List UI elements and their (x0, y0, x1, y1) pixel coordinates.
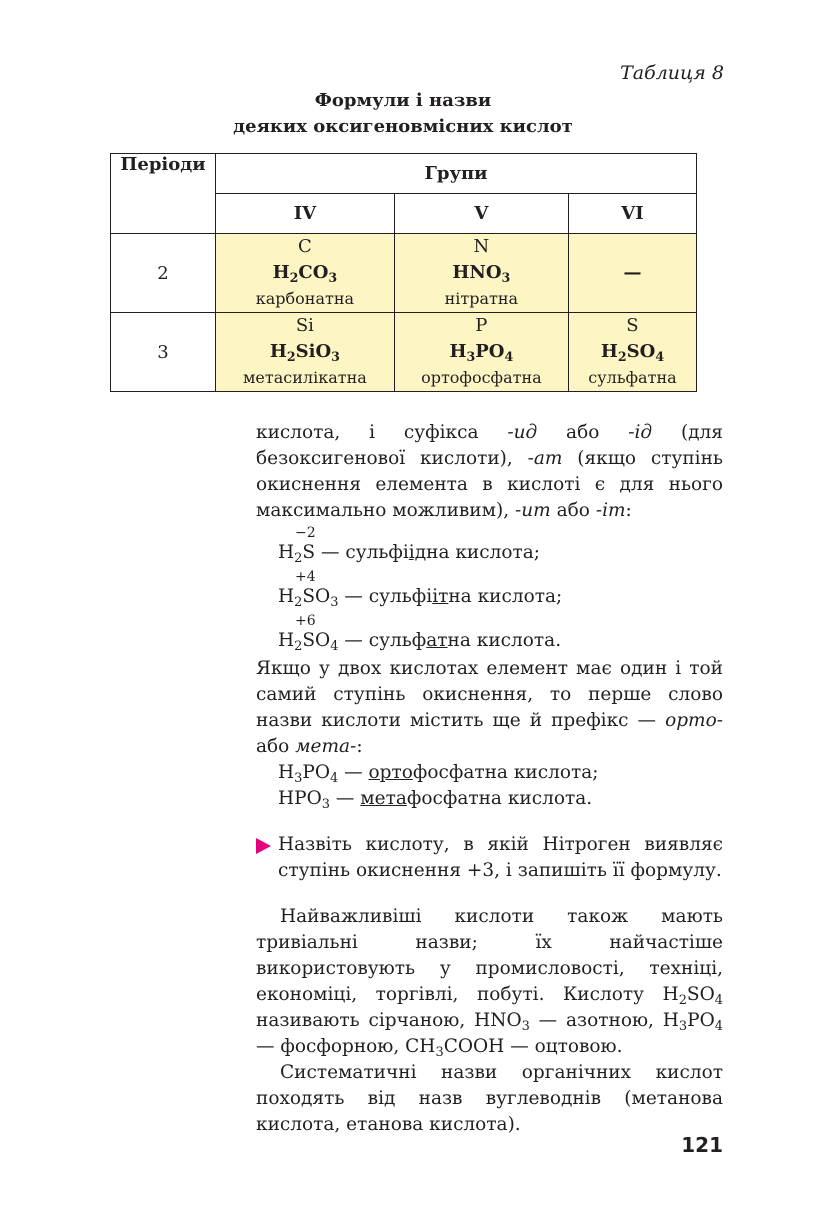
oxidation-state: +6 (295, 613, 316, 629)
element-symbol: C (298, 236, 312, 257)
example-h2so3 (278, 568, 723, 612)
text-run: називають сірчаною, (256, 1010, 475, 1031)
suffix-it: -іт (595, 500, 626, 521)
prefix-orto: орто- (665, 710, 723, 731)
text-run: — фосфорною, (256, 1036, 406, 1057)
acid-cell (394, 313, 568, 392)
oxidation-state: +4 (295, 569, 316, 585)
text-run: фосфатна кислота; (412, 762, 599, 783)
text-run: сульфі (345, 542, 409, 563)
acid-name: нітратна (444, 289, 519, 308)
acid-cell (216, 313, 395, 392)
acid-name: карбонатна (255, 289, 355, 308)
text-run: сульфі (368, 586, 433, 607)
acid-cell (568, 313, 696, 392)
acid-cell (394, 234, 568, 313)
dash: — (329, 788, 361, 809)
dash: — (338, 630, 369, 651)
text-run: (для безоксигенової кислоти), (256, 422, 723, 469)
text-run: або (537, 422, 629, 443)
header-groups: Групи (216, 154, 697, 194)
acid-name: ортофосфатна (421, 368, 542, 387)
text-run: Якщо у двох кислотах елемент має один і той самий ступінь окиснення, то перше слово назви кислоти містить ще й префікс — (256, 658, 723, 731)
acid-formula: $H_2SO_4$ (600, 341, 665, 364)
header-group-v: V (394, 194, 568, 234)
text-run: : (625, 500, 632, 521)
acids-table (110, 153, 697, 392)
suffix-id: -ид (507, 422, 538, 443)
oxidation-state: −2 (295, 525, 316, 541)
suffix-yt: -ит (515, 500, 551, 521)
text-run: : (356, 736, 363, 757)
underlined-suffix: іт (432, 586, 449, 607)
acid-cell (216, 234, 395, 313)
text-run: Найважливіші кислоти також мають тривіальні назви; їх найчастіше використовують у промисловості, техніці, економіці, торгівлі, побуті. Кислоту (256, 906, 723, 1005)
caption-line-2: деяких оксигеновмісних кислот (233, 116, 573, 137)
example-h3po4: $H_3PO_4$ — ортофосфатна кислота; (278, 762, 599, 786)
example-line: $H_2SO_4$ — сульфатна кислота. (278, 630, 562, 654)
element-symbol: S (626, 315, 639, 336)
acid-formula: $H_2CO_3$ (272, 262, 338, 285)
table-row (111, 313, 697, 392)
table-header-row (111, 154, 697, 194)
text-run: (якщо ступінь окиснення елемента в кислоті є для нього максимально можливим), (256, 448, 723, 521)
page-number: 121 (681, 1133, 723, 1157)
acid-formula-dash: — (623, 262, 642, 283)
text-run: — оцтовою. (504, 1036, 623, 1057)
element-symbol: Si (295, 315, 314, 336)
paragraph-suffixes (256, 420, 723, 524)
underlined-prefix: орто (368, 762, 413, 783)
suffix-id-alt: -ід (628, 422, 653, 443)
acid-name: метасилікатна (242, 368, 367, 387)
triangle-marker-icon (256, 838, 271, 854)
period-cell: 3 (111, 313, 216, 392)
acid-formula: $H_3PO_4$ (449, 341, 514, 364)
paragraph-prefixes (256, 656, 723, 760)
suffix-at: -ат (527, 448, 563, 469)
task-text: Назвіть кислоту, в якій Нітроген виявляє ступінь окиснення +3, і запишіть її формулу. (278, 834, 723, 881)
header-group-vi: VI (568, 194, 696, 234)
task-block (256, 832, 723, 884)
acid-name: сульфатна (588, 368, 677, 387)
main-text (256, 420, 723, 1138)
header-periods: Періоди (111, 154, 216, 234)
example-line: $H_2S$ — сульфіідна кислота; (278, 542, 540, 566)
example-hpo3: $HPO_3$ — метафосфатна кислота. (278, 788, 593, 812)
spacer (256, 884, 723, 904)
acid-cell-empty (568, 234, 696, 313)
text-run: — азотною, (529, 1010, 663, 1031)
text-run: на кислота; (426, 542, 540, 563)
period-cell: 2 (111, 234, 216, 313)
prefix-meta: мета- (295, 736, 357, 757)
underlined-suffix: ід (408, 542, 427, 563)
acid-formula: $HNO_3$ (452, 262, 511, 285)
dash: — (338, 762, 369, 783)
text-run: або (256, 736, 296, 757)
text-run: на кислота. (447, 630, 562, 651)
table-caption (110, 88, 696, 140)
underlined-suffix: ат (426, 630, 448, 651)
example-line: $H_2SO_3$ — сульфіітна кислота; (278, 586, 563, 610)
caption-line-1: Формули і назви (314, 90, 492, 111)
paragraph-trivial-names: Найважливіші кислоти також мають тривіальні назви; їх найчастіше використовують у промисловості, техніці, економіці, торгівлі, побуті. Кислоту $H_2SO_4$ називають сірчаною, $HNO_3$ — азотною, $H_3PO_4$ — фосфорною, $CH_3COOH$ — оцтовою. (256, 906, 723, 1060)
dash: — (315, 542, 346, 563)
table-number-label: Таблиця 8 (620, 62, 724, 84)
text-run: на кислота; (448, 586, 563, 607)
text-run: або (550, 500, 596, 521)
dash: — (338, 586, 369, 607)
example-h2so4 (278, 612, 723, 656)
text-run: сульф (368, 630, 427, 651)
element-symbol: N (473, 236, 490, 257)
text-run: фосфатна кислота. (406, 788, 593, 809)
element-symbol: P (475, 315, 488, 336)
table-row (111, 234, 697, 313)
example-h2s (278, 524, 723, 568)
text-run: кислота, і суфікса (256, 422, 508, 443)
underlined-prefix: мета (360, 788, 407, 809)
paragraph-systematic-names: Систематичні назви органічних кислот походять від назв вуглеводнів (метанова кислота, етанова кислота). (256, 1062, 723, 1135)
acid-formula: $H_2SiO_3$ (269, 341, 340, 364)
header-group-iv: IV (216, 194, 395, 234)
